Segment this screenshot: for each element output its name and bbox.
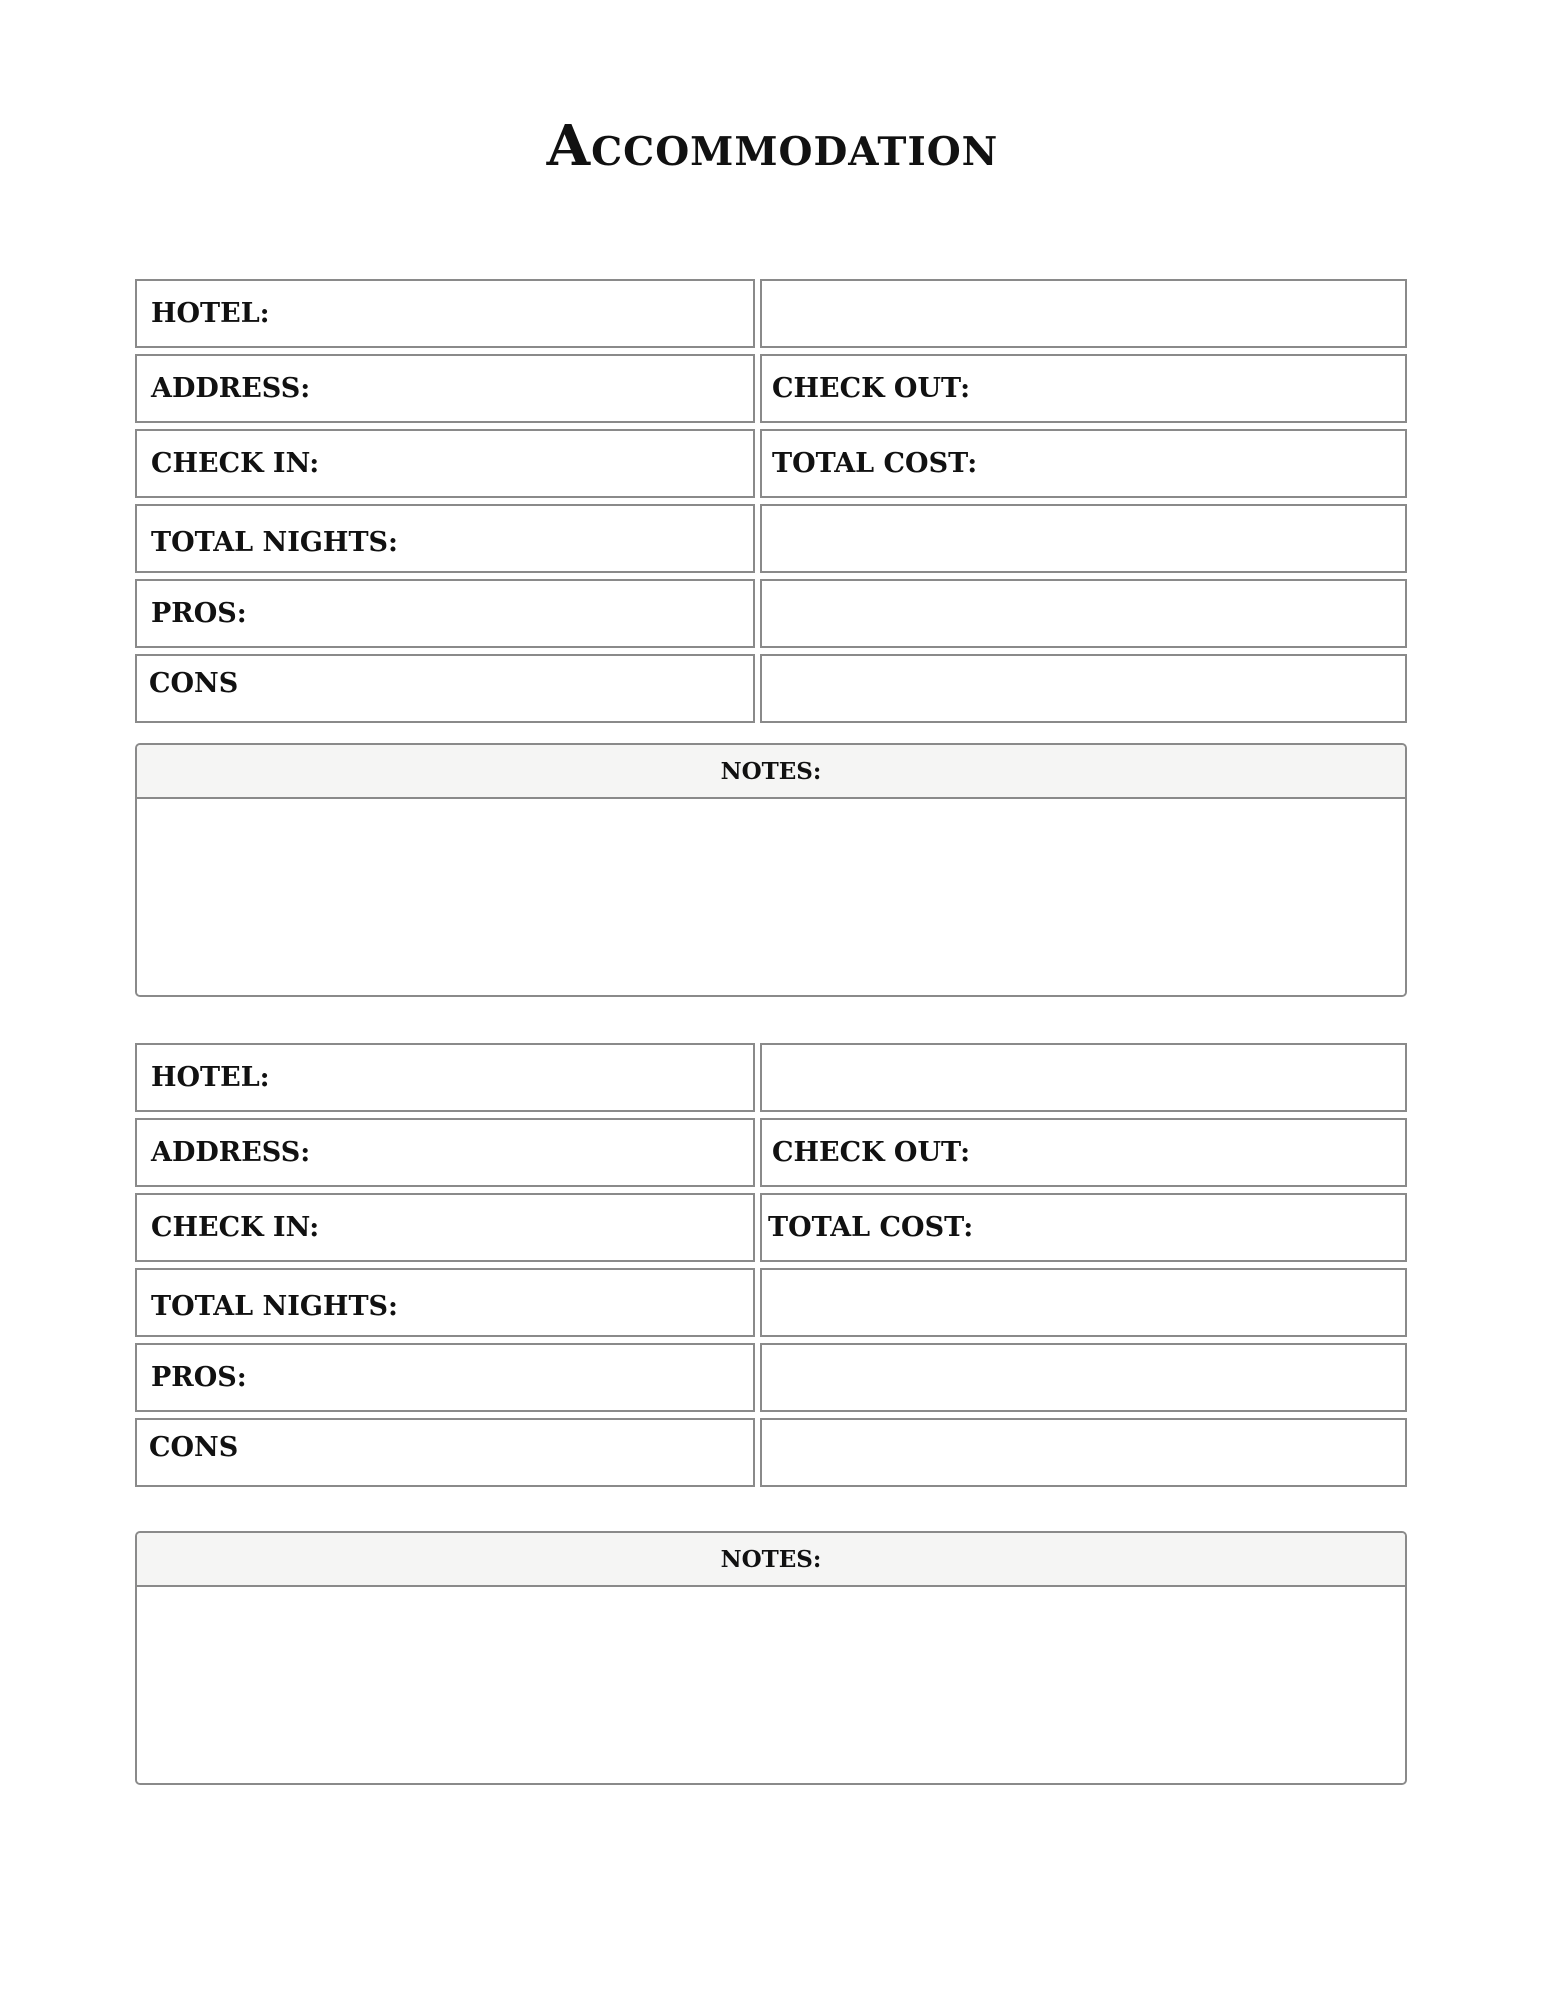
check-in-field[interactable]: CHECK IN: [135,429,755,498]
pros-field[interactable]: PROS: [135,579,755,648]
pros-value-field[interactable] [760,579,1407,648]
pros-field[interactable]: PROS: [135,1343,755,1412]
cons-field[interactable]: CONS [135,1418,755,1487]
total-nights-field[interactable]: TOTAL NIGHTS: [135,1268,755,1337]
notes-textarea[interactable] [137,1587,1405,1783]
check-in-field[interactable]: CHECK IN: [135,1193,755,1262]
pros-value-field[interactable] [760,1343,1407,1412]
notes-header: NOTES: [137,1533,1405,1587]
hotel-label-field[interactable]: HOTEL: [135,279,755,348]
cons-value-field[interactable] [760,1418,1407,1487]
total-nights-field[interactable]: TOTAL NIGHTS: [135,504,755,573]
total-cost-field[interactable]: TOTAL COST: [760,429,1407,498]
notes-box [135,743,1407,997]
hotel-label-field[interactable]: HOTEL: [135,1043,755,1112]
hotel-value-field[interactable] [760,1043,1407,1112]
check-out-field[interactable]: CHECK OUT: [760,1118,1407,1187]
address-field[interactable]: ADDRESS: [135,1118,755,1187]
notes-header: NOTES: [137,745,1405,799]
check-out-field[interactable]: CHECK OUT: [760,354,1407,423]
total-nights-value-field[interactable] [760,1268,1407,1337]
hotel-value-field[interactable] [760,279,1407,348]
notes-box [135,1531,1407,1785]
address-field[interactable]: ADDRESS: [135,354,755,423]
cons-field[interactable]: CONS [135,654,755,723]
total-nights-value-field[interactable] [760,504,1407,573]
notes-textarea[interactable] [137,799,1405,995]
page-title: Accommodation [546,113,999,179]
cons-value-field[interactable] [760,654,1407,723]
total-cost-field[interactable]: TOTAL COST: [760,1193,1407,1262]
